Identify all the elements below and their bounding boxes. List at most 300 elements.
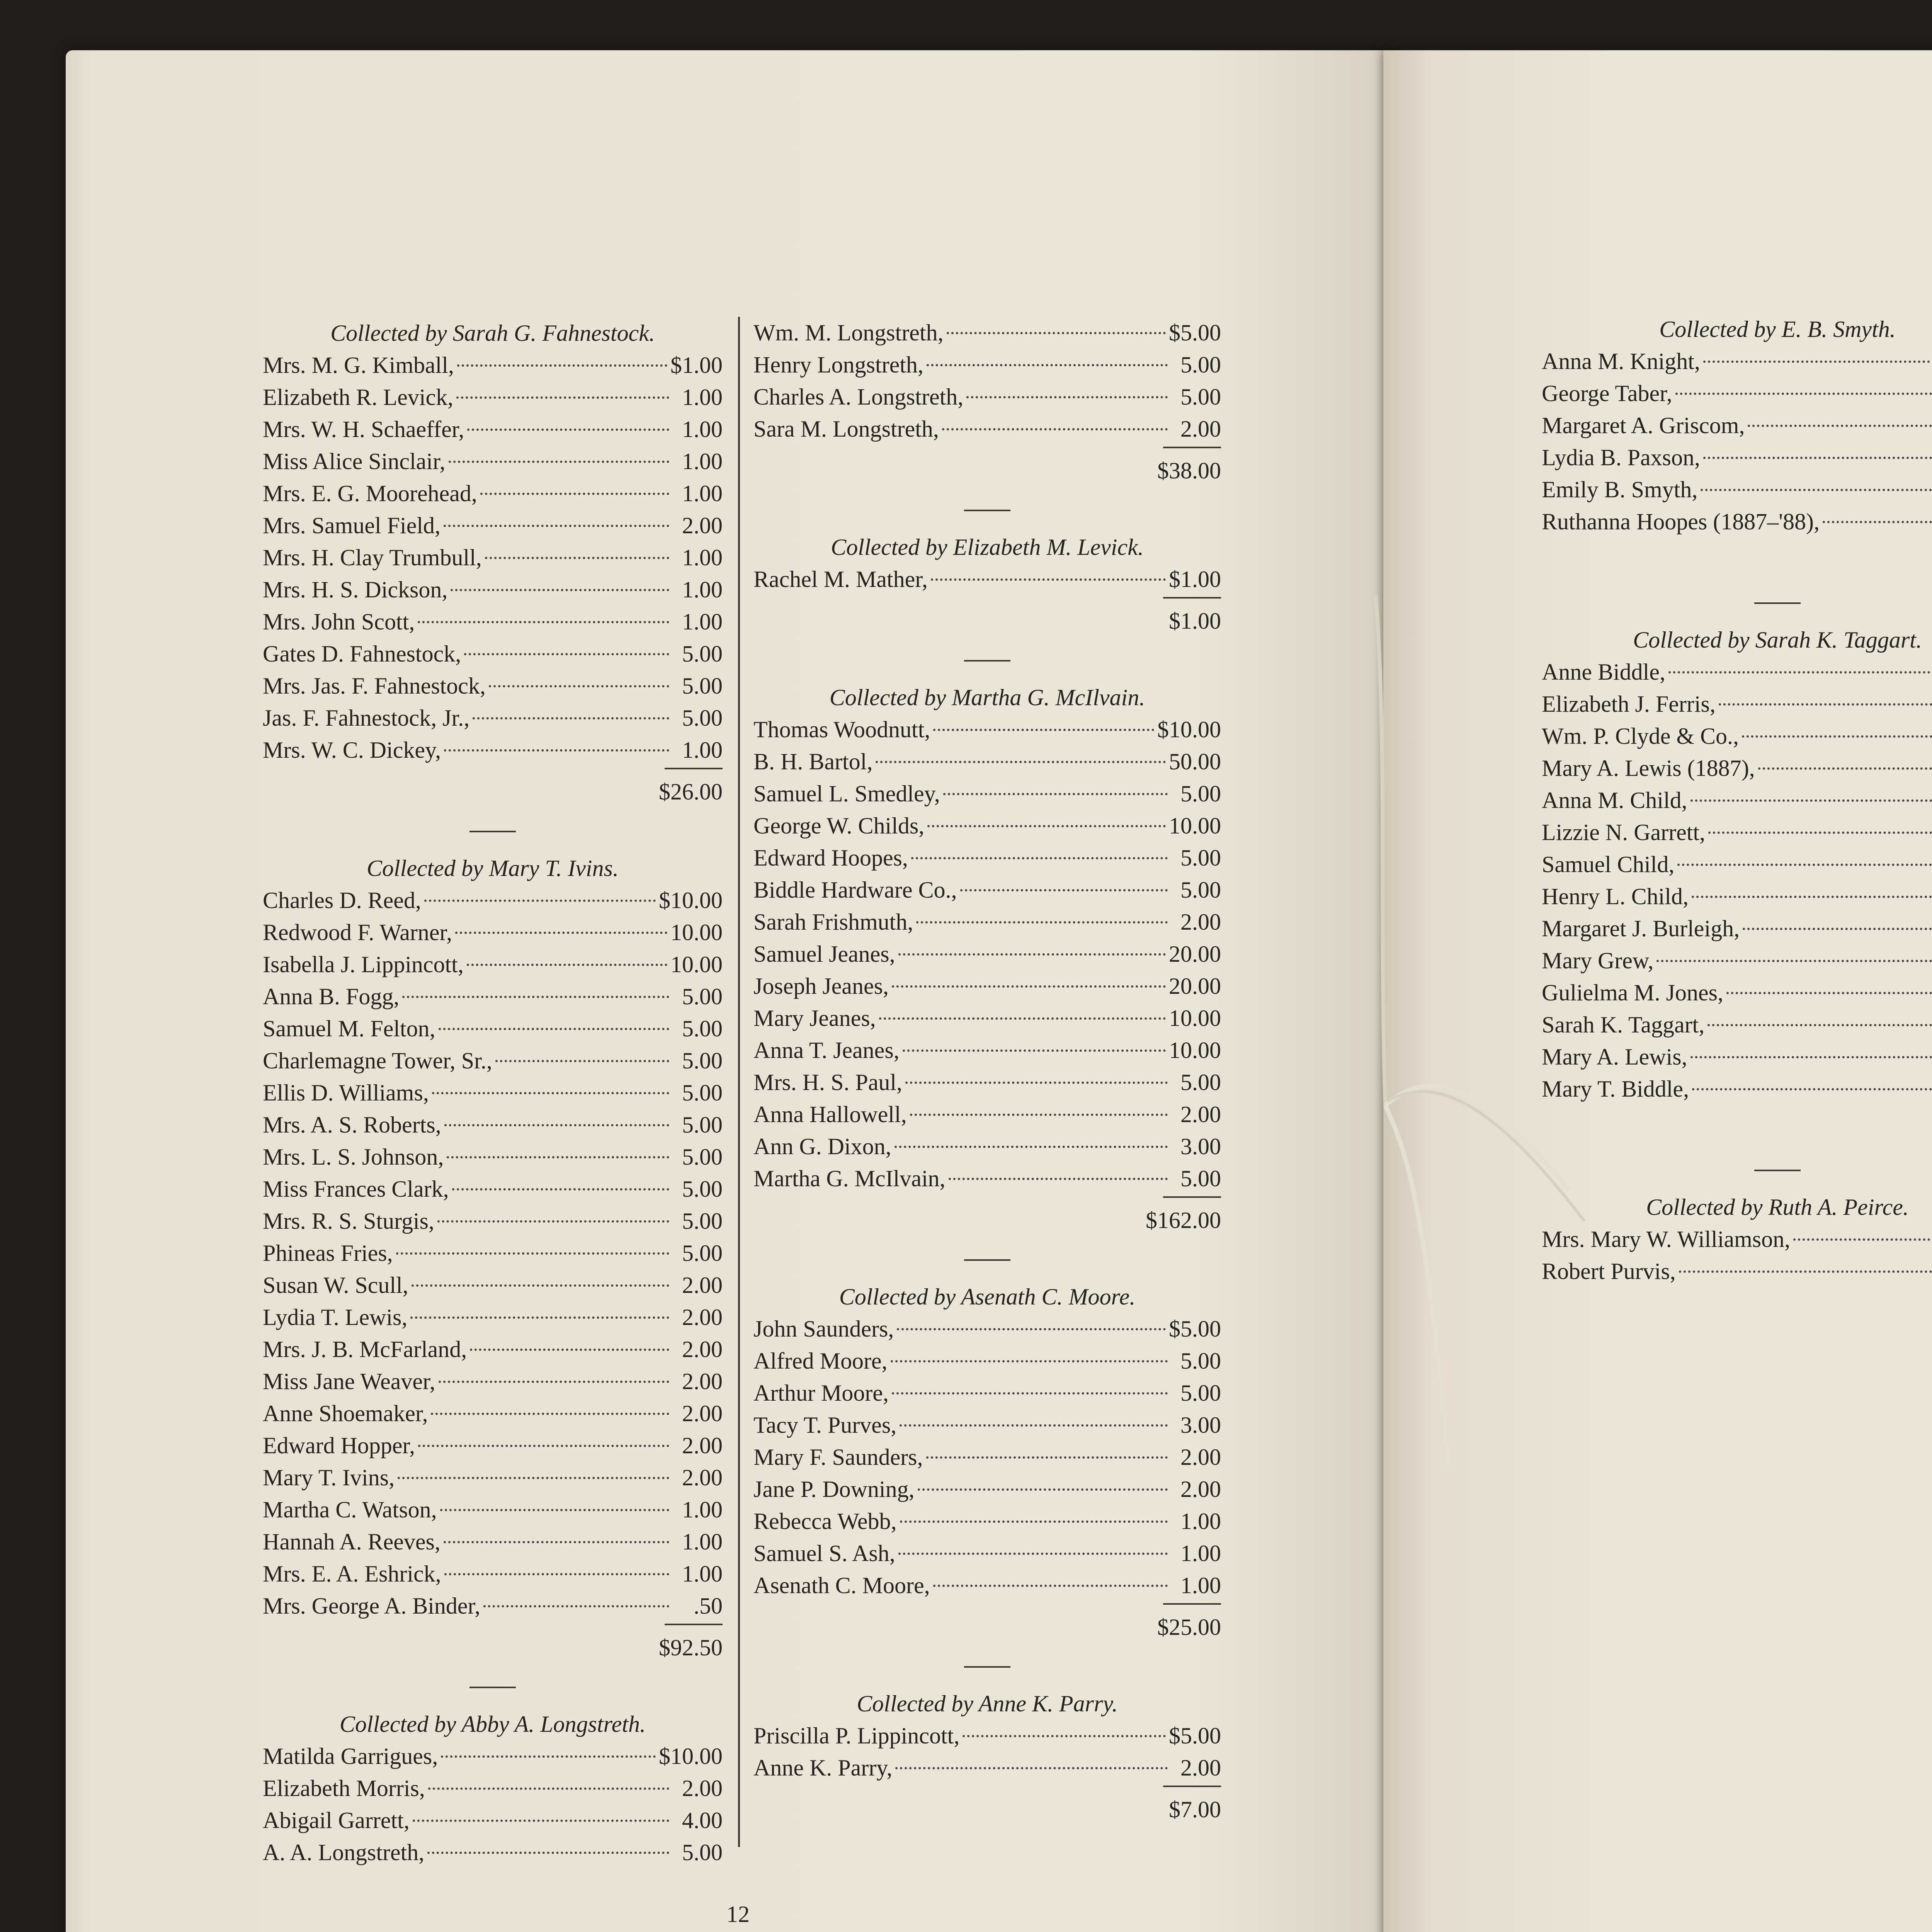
dot-leader — [1690, 799, 1932, 802]
donor-name: Samuel Child, — [1542, 852, 1675, 877]
dot-leader — [485, 557, 669, 559]
donor-entry — [263, 574, 723, 606]
donor-entry — [753, 563, 1221, 595]
donor-entry — [1542, 1073, 1932, 1105]
section-total: $162.00 — [1146, 1208, 1221, 1233]
separator — [1542, 581, 1932, 624]
dot-leader — [1692, 1088, 1932, 1090]
donor-name: Edward Hopper, — [263, 1433, 415, 1458]
dot-leader — [879, 1017, 1166, 1020]
donation-amount: 5.00 — [682, 1144, 723, 1170]
donation-amount: 5.00 — [1180, 1070, 1221, 1095]
donor-name: Wm. P. Clyde & Co., — [1542, 723, 1739, 749]
donation-amount: 5.00 — [682, 1048, 723, 1073]
dot-leader — [431, 1413, 669, 1415]
dot-leader — [1823, 521, 1932, 523]
donation-amount: 1.00 — [682, 1561, 723, 1587]
donor-name: Mrs. E. A. Eshrick, — [263, 1561, 441, 1587]
donor-entry — [753, 1537, 1221, 1570]
donor-entry — [1542, 720, 1932, 752]
donor-name: Elizabeth J. Ferris, — [1542, 691, 1716, 717]
dot-leader — [895, 1146, 1168, 1148]
donor-name: Mary F. Saunders, — [753, 1444, 923, 1470]
donation-amount: 5.00 — [682, 1112, 723, 1138]
donor-name: Mrs. R. S. Sturgis, — [263, 1208, 435, 1234]
donation-amount: $5.00 — [1169, 1723, 1221, 1748]
donation-amount: 2.00 — [1180, 1755, 1221, 1781]
donor-name: Matilda Garrigues, — [263, 1743, 438, 1769]
donation-amount: 10.00 — [670, 952, 723, 977]
section-heading: Collected by Mary T. Ivins. — [366, 855, 619, 881]
donation-amount: 1.00 — [682, 737, 723, 763]
donor-entry — [753, 1441, 1221, 1473]
dot-leader — [452, 1188, 669, 1190]
section-heading: Collected by E. B. Smyth. — [1659, 316, 1896, 342]
dot-leader — [444, 1124, 669, 1126]
donation-amount: 3.00 — [1180, 1134, 1221, 1159]
donor-entry — [263, 1205, 723, 1237]
donor-entry — [1542, 345, 1932, 378]
donor-entry — [263, 1077, 723, 1109]
donor-entry — [263, 1333, 723, 1366]
separator — [753, 1238, 1221, 1281]
donation-amount: 20.00 — [1169, 941, 1221, 967]
dot-leader — [898, 1553, 1168, 1555]
donor-name: Wm. M. Longstreth, — [753, 320, 944, 345]
donor-name: Mrs. J. B. McFarland, — [263, 1337, 467, 1362]
dot-leader — [916, 921, 1168, 923]
donor-entry — [1542, 977, 1932, 1009]
dot-leader — [910, 1114, 1168, 1116]
donor-entry — [753, 1163, 1221, 1195]
donor-entry — [1542, 945, 1932, 977]
donation-amount: 2.00 — [682, 1337, 723, 1362]
donor-name: Phineas Fries, — [263, 1240, 393, 1266]
donor-entry — [1542, 1223, 1932, 1255]
donor-entry — [263, 1013, 723, 1045]
dot-leader — [467, 429, 669, 431]
dot-leader — [489, 685, 669, 687]
dot-leader — [900, 1520, 1168, 1523]
dot-leader — [927, 364, 1168, 366]
donor-name: Isabella J. Lippincott, — [263, 952, 464, 977]
dot-leader — [495, 1060, 669, 1062]
dot-leader — [455, 932, 667, 934]
donor-entry — [1542, 378, 1932, 410]
section-heading: Collected by Sarah G. Fahnestock. — [330, 320, 655, 346]
donor-entry — [1542, 913, 1932, 945]
section-total: $38.00 — [1157, 458, 1221, 483]
donation-amount: 1.00 — [1180, 1541, 1221, 1566]
donor-name: Margaret A. Griscom, — [1542, 413, 1745, 438]
donor-entry — [753, 1313, 1221, 1345]
donor-name: Mrs. Mary W. Williamson, — [1542, 1226, 1791, 1252]
donor-name: Anna M. Child, — [1542, 787, 1687, 813]
separator — [753, 1645, 1221, 1687]
section-heading: Collected by Abby A. Longstreth. — [339, 1711, 646, 1737]
donor-name: Anna M. Knight, — [1542, 349, 1700, 374]
donor-entry — [263, 1366, 723, 1398]
dot-leader — [447, 1156, 669, 1158]
dot-leader — [903, 1049, 1166, 1052]
donor-entry — [1542, 1009, 1932, 1041]
donor-entry — [263, 1141, 723, 1173]
donor-name: B. H. Bartol, — [753, 749, 873, 774]
donation-amount: 2.00 — [682, 1369, 723, 1394]
donor-entry — [263, 638, 723, 670]
donor-entry — [263, 446, 723, 478]
donor-name: Mrs. A. S. Roberts, — [263, 1112, 441, 1138]
donation-amount: 5.00 — [682, 1208, 723, 1234]
section-total: $26.00 — [659, 779, 723, 804]
separator — [1542, 1148, 1932, 1191]
donor-name: Ruthanna Hoopes (1887–'88), — [1542, 509, 1820, 534]
donation-amount: 1.00 — [1180, 1573, 1221, 1598]
donor-name: Mary A. Lewis, — [1542, 1044, 1687, 1070]
donor-entry — [263, 917, 723, 949]
total-rule — [263, 1622, 723, 1630]
dot-leader — [1793, 1238, 1932, 1241]
donation-amount: 5.00 — [1180, 1166, 1221, 1191]
donation-amount: 2.00 — [1180, 1444, 1221, 1470]
section-heading: Collected by Elizabeth M. Levick. — [831, 534, 1144, 560]
donor-entry — [263, 949, 723, 981]
donation-amount: 2.00 — [682, 1433, 723, 1458]
total-rule — [263, 766, 723, 774]
donor-entry — [753, 1131, 1221, 1163]
dot-leader — [1675, 393, 1932, 395]
donation-amount: 5.00 — [1180, 1380, 1221, 1406]
donor-name: Miss Frances Clark, — [263, 1176, 449, 1202]
donor-name: Gulielma M. Jones, — [1542, 980, 1723, 1005]
donor-entry — [263, 1526, 723, 1558]
dot-leader — [966, 396, 1168, 398]
entry-list — [753, 317, 1221, 445]
donor-name: Margaret J. Burleigh, — [1542, 916, 1740, 941]
donor-name: Jas. F. Fahnestock, Jr., — [263, 705, 470, 731]
dot-leader — [451, 589, 669, 591]
dot-leader — [480, 493, 669, 495]
donation-amount: 1.00 — [682, 417, 723, 442]
entry-list — [753, 714, 1221, 1195]
donor-name: Ann G. Dixon, — [753, 1134, 891, 1159]
donor-entry — [263, 510, 723, 542]
donor-entry — [263, 1109, 723, 1141]
total-rule — [1542, 1105, 1932, 1113]
donation-amount: 2.00 — [1180, 416, 1221, 442]
dot-leader — [1708, 832, 1932, 834]
donor-name: John Saunders, — [753, 1316, 894, 1342]
dot-leader — [1726, 992, 1932, 994]
donor-entry — [263, 1772, 723, 1804]
donation-amount: 1.00 — [682, 1529, 723, 1554]
donor-entry — [263, 606, 723, 638]
donor-entry — [1542, 784, 1932, 816]
dot-leader — [1742, 735, 1932, 738]
donation-amount: 2.00 — [1180, 1102, 1221, 1127]
dot-leader — [410, 1316, 669, 1319]
donor-name: Mrs. Samuel Field, — [263, 513, 440, 538]
dot-leader — [918, 1488, 1168, 1491]
donor-name: Anna T. Jeanes, — [753, 1037, 900, 1063]
donor-name: Samuel S. Ash, — [753, 1541, 895, 1566]
donor-name: Arthur Moore, — [753, 1380, 889, 1406]
donor-name: Mrs. W. H. Schaeffer, — [263, 417, 464, 442]
donor-entry — [753, 1066, 1221, 1099]
donation-amount: 5.00 — [682, 705, 723, 731]
donor-name: Susan W. Scull, — [263, 1272, 408, 1298]
donor-entry — [1542, 849, 1932, 881]
dot-leader — [1748, 425, 1932, 427]
dot-leader — [470, 1349, 669, 1351]
donation-amount: 3.00 — [1180, 1412, 1221, 1438]
donor-entry — [263, 1590, 723, 1622]
dot-leader — [412, 1284, 669, 1287]
entry-list — [1542, 656, 1932, 1105]
dot-leader — [1677, 864, 1932, 866]
dot-leader — [1668, 671, 1932, 673]
section-total — [1542, 1113, 1932, 1148]
donor-name: Redwood F. Warner, — [263, 920, 452, 945]
donor-entry — [263, 1430, 723, 1462]
dot-leader — [892, 1392, 1168, 1395]
donor-name: Martha G. McIlvain, — [753, 1166, 946, 1191]
section-heading: Collected by Martha G. McIlvain. — [829, 685, 1145, 710]
donor-name: Samuel M. Felton, — [263, 1016, 435, 1041]
dot-leader — [413, 1820, 669, 1822]
donor-entry — [263, 1740, 723, 1772]
dot-leader — [444, 749, 669, 752]
donation-amount: $5.00 — [1169, 320, 1221, 345]
donor-name: Miss Jane Weaver, — [263, 1369, 435, 1394]
dot-leader — [464, 653, 669, 655]
section-heading: Collected by Ruth A. Peirce. — [1646, 1194, 1909, 1220]
donor-name: A. A. Longstreth, — [263, 1840, 425, 1865]
donor-entry — [1542, 474, 1932, 506]
dot-leader — [905, 1082, 1168, 1084]
donor-entry — [753, 810, 1221, 842]
donation-amount: 2.00 — [682, 1465, 723, 1490]
donor-name: Anna B. Fogg, — [263, 984, 400, 1009]
donor-entry — [1542, 816, 1932, 849]
donor-name: Mrs. M. G. Kimball, — [263, 352, 454, 378]
dot-leader — [898, 953, 1166, 956]
donor-entry — [263, 381, 723, 413]
donor-entry — [753, 1473, 1221, 1505]
donor-name: Charles A. Longstreth, — [753, 384, 964, 410]
total-rule — [753, 1195, 1221, 1202]
donor-entry — [753, 1377, 1221, 1409]
donor-entry — [1542, 410, 1932, 442]
dot-leader — [949, 1178, 1168, 1180]
donor-name: Mrs. L. S. Johnson, — [263, 1144, 444, 1170]
donor-entry — [1542, 1041, 1932, 1073]
donor-name: George Taber, — [1542, 381, 1672, 406]
separator — [263, 810, 723, 852]
donor-entry — [753, 1720, 1221, 1752]
donor-name: Priscilla P. Lippincott, — [753, 1723, 960, 1748]
donor-name: Sarah Frishmuth, — [753, 909, 913, 935]
section-heading: Collected by Sarah K. Taggart. — [1633, 627, 1922, 653]
dot-leader — [1719, 703, 1932, 706]
dot-leader — [892, 985, 1166, 988]
total-rule — [1542, 538, 1932, 546]
donor-name: Mary T. Ivins, — [263, 1465, 395, 1490]
donor-entry — [753, 746, 1221, 778]
donor-entry — [263, 702, 723, 734]
dot-leader — [895, 1767, 1168, 1769]
donor-name: Mary A. Lewis (1887), — [1542, 755, 1755, 781]
donor-entry — [263, 884, 723, 917]
column-divider — [738, 317, 740, 1847]
dot-leader — [449, 461, 669, 463]
donor-name: Ellis D. Williams, — [263, 1080, 429, 1105]
donation-amount: 5.00 — [1180, 845, 1221, 871]
donation-amount: 1.00 — [682, 545, 723, 570]
donor-entry — [753, 1505, 1221, 1537]
donor-entry — [753, 778, 1221, 810]
dot-leader — [960, 889, 1168, 891]
donation-amount: 2.00 — [682, 1776, 723, 1801]
dot-leader — [911, 857, 1168, 859]
donor-name: Jane P. Downing, — [753, 1476, 915, 1502]
donor-entry — [1542, 1255, 1932, 1287]
donor-entry — [263, 1462, 723, 1494]
dot-leader — [1679, 1270, 1932, 1273]
dot-leader — [1743, 928, 1932, 930]
donor-name: Mrs. E. G. Moorehead, — [263, 481, 477, 506]
donor-name: Anne K. Parry, — [753, 1755, 893, 1781]
dot-leader — [1701, 489, 1932, 491]
donor-name: Anna Hallowell, — [753, 1102, 907, 1127]
donation-amount: .50 — [694, 1593, 723, 1619]
dot-leader — [876, 761, 1166, 763]
donor-name: Tacy T. Purves, — [753, 1412, 897, 1438]
donation-amount: 2.00 — [1180, 909, 1221, 935]
donor-name: Elizabeth R. Levick, — [263, 384, 454, 410]
donor-entry — [263, 1173, 723, 1205]
donation-amount: 5.00 — [682, 641, 723, 667]
donor-name: Martha C. Watson, — [263, 1497, 437, 1522]
donor-entry — [263, 734, 723, 766]
dot-leader — [444, 525, 669, 527]
donation-amount: 5.00 — [682, 1176, 723, 1202]
dot-leader — [1656, 960, 1932, 962]
donor-entry — [263, 1301, 723, 1333]
donation-amount: 2.00 — [682, 513, 723, 538]
donor-entry — [1542, 688, 1932, 720]
dot-leader — [1703, 361, 1932, 363]
separator — [753, 639, 1221, 681]
left-column-1 — [263, 317, 723, 1869]
dot-leader — [457, 364, 667, 367]
dot-leader — [947, 332, 1166, 334]
donor-entry — [263, 981, 723, 1013]
dot-leader — [1690, 1056, 1932, 1058]
donor-entry — [753, 1034, 1221, 1066]
donor-name: Henry Longstreth, — [753, 352, 923, 378]
dot-leader — [396, 1252, 669, 1255]
donation-amount: 5.00 — [1180, 781, 1221, 806]
donor-name: Mrs. John Scott, — [263, 609, 415, 634]
donor-entry — [263, 670, 723, 702]
donor-name: Mary T. Biddle, — [1542, 1076, 1689, 1102]
donor-entry — [263, 1558, 723, 1590]
entry-list — [263, 884, 723, 1622]
donor-entry — [263, 1398, 723, 1430]
donation-amount: 5.00 — [682, 1240, 723, 1266]
dot-leader — [456, 396, 669, 399]
section-total — [1542, 546, 1932, 581]
donation-amount: 4.00 — [682, 1808, 723, 1833]
donor-name: Miss Alice Sinclair, — [263, 449, 446, 474]
dot-leader — [418, 621, 669, 623]
donor-entry — [753, 1345, 1221, 1377]
donor-name: Mary Jeanes, — [753, 1005, 876, 1031]
donation-amount: $10.00 — [1157, 717, 1221, 742]
entry-list — [263, 349, 723, 766]
total-rule — [753, 595, 1221, 603]
donation-amount: 20.00 — [1169, 973, 1221, 999]
dot-leader — [483, 1605, 669, 1607]
donor-entry — [263, 1237, 723, 1269]
dot-leader — [439, 1028, 669, 1030]
donor-name: Emily B. Smyth, — [1542, 477, 1698, 502]
donation-amount: 5.00 — [1180, 384, 1221, 410]
donor-entry — [263, 1837, 723, 1869]
donor-name: Lydia T. Lewis, — [263, 1304, 408, 1330]
dot-leader — [933, 1585, 1168, 1587]
donation-amount: 2.00 — [682, 1304, 723, 1330]
donor-entry — [753, 906, 1221, 938]
entry-list — [263, 1740, 723, 1869]
donation-amount: $10.00 — [659, 1743, 723, 1769]
donor-entry — [753, 714, 1221, 746]
donor-entry — [263, 1045, 723, 1077]
donation-amount: 10.00 — [1169, 813, 1221, 838]
page-number-left: 12 — [726, 1901, 750, 1927]
total-rule — [753, 445, 1221, 453]
dot-leader — [439, 1381, 669, 1383]
donor-name: Joseph Jeanes, — [753, 973, 889, 999]
donor-name: Anne Biddle, — [1542, 659, 1665, 685]
dot-leader — [428, 1787, 669, 1790]
donor-name: Mrs. Jas. F. Fahnestock, — [263, 673, 486, 699]
donor-entry — [753, 1002, 1221, 1034]
dot-leader — [427, 1852, 669, 1854]
donor-entry — [753, 381, 1221, 413]
right-column-1 — [1542, 313, 1932, 1287]
dot-leader — [444, 1573, 669, 1575]
donor-name: Elizabeth Morris, — [263, 1776, 425, 1801]
dot-leader — [942, 428, 1168, 430]
dot-leader — [943, 793, 1168, 795]
donor-entry — [263, 1494, 723, 1526]
donor-entry — [1542, 656, 1932, 688]
donor-name: Mrs. H. Clay Trumbull, — [263, 545, 482, 570]
dot-leader — [473, 717, 669, 719]
donor-entry — [753, 1570, 1221, 1602]
donor-name: Edward Hoopes, — [753, 845, 908, 871]
total-rule — [753, 1602, 1221, 1609]
dot-leader — [926, 1456, 1168, 1459]
donor-name: Abigail Garrett, — [263, 1808, 410, 1833]
dot-leader — [402, 996, 669, 998]
donor-entry — [1542, 752, 1932, 784]
total-rule — [753, 1784, 1221, 1792]
donor-name: Robert Purvis, — [1542, 1259, 1676, 1284]
dot-leader — [398, 1477, 669, 1479]
